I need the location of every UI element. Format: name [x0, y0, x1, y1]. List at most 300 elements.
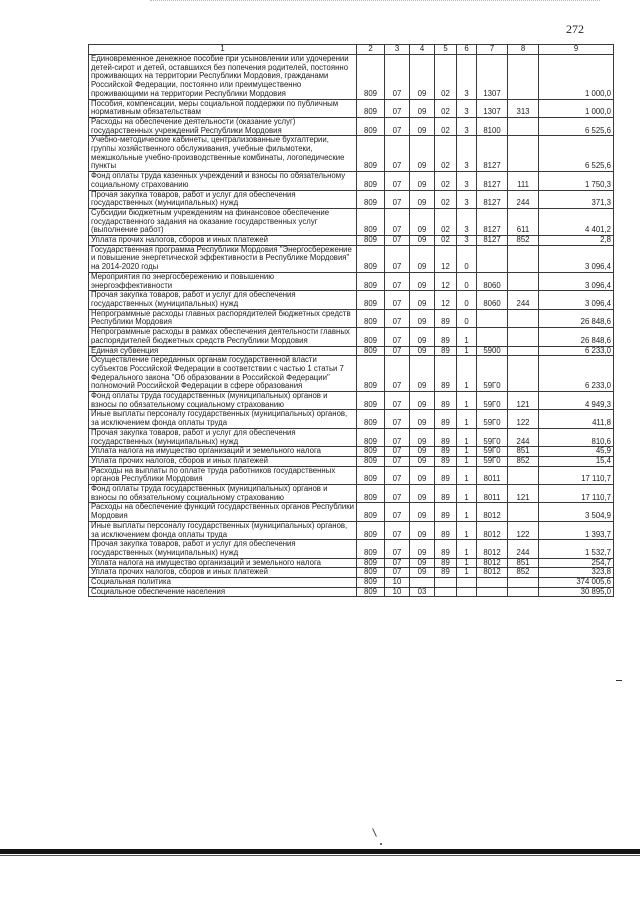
code-subprogram: 1: [457, 540, 477, 558]
code-program: 12: [435, 272, 457, 290]
code-direction: 59Г0: [477, 410, 508, 428]
code-direction: 59Г0: [477, 428, 508, 446]
table-row: [89, 503, 614, 521]
table-row: [89, 291, 614, 309]
code-expense-type: [508, 245, 539, 272]
code-ministry: 809: [357, 540, 385, 558]
code-direction: [477, 309, 508, 327]
table-row: [89, 485, 614, 503]
code-section: 10: [385, 587, 410, 597]
code-section: 07: [385, 136, 410, 172]
code-ministry: 809: [357, 587, 385, 597]
code-section: 07: [385, 245, 410, 272]
code-section: 07: [385, 99, 410, 117]
row-name: Единовременное денежное пособие при усыновлении или удочерении детей-сирот и детей, оставшихся без попечения родителей, постоянно проживающих на территории Республики Мордовия, гражданами Российской Федерации, постоянно или преимущественно проживающими на территории Республики Мордовия: [89, 55, 357, 100]
code-ministry: 809: [357, 558, 385, 568]
code-ministry: 809: [357, 503, 385, 521]
code-subprogram: 1: [457, 346, 477, 356]
code-subprogram: 3: [457, 117, 477, 135]
code-expense-type: 121: [508, 392, 539, 410]
row-name: Социальная политика: [89, 578, 357, 588]
code-ministry: 809: [357, 272, 385, 290]
code-subsection: 09: [410, 208, 435, 235]
amount: 1 393,7: [539, 521, 614, 539]
code-section: 07: [385, 485, 410, 503]
row-name: Прочая закупка товаров, работ и услуг для обеспечения государственных (муниципальных) нужд: [89, 428, 357, 446]
code-subsection: 09: [410, 245, 435, 272]
code-expense-type: [508, 136, 539, 172]
table-row: [89, 428, 614, 446]
amount: 323,8: [539, 568, 614, 578]
amount: 6 525,6: [539, 136, 614, 172]
row-name: Единая субвенция: [89, 346, 357, 356]
code-program: 89: [435, 392, 457, 410]
code-program: 89: [435, 328, 457, 346]
code-subsection: 09: [410, 236, 435, 246]
code-direction: 8012: [477, 540, 508, 558]
amount: 3 096,4: [539, 291, 614, 309]
scan-bottom-edge: [0, 849, 640, 854]
code-section: 07: [385, 117, 410, 135]
row-name: Расходы на обеспечение деятельности (оказание услуг) государственных учреждений Республики Мордовия: [89, 117, 357, 135]
code-expense-type: [508, 578, 539, 588]
table-row: [89, 346, 614, 356]
scan-mark: [380, 843, 382, 845]
code-ministry: 809: [357, 456, 385, 466]
code-section: 07: [385, 456, 410, 466]
table-row: [89, 456, 614, 466]
row-name: Фонд оплаты труда казенных учреждений и взносы по обязательному социальному страхованию: [89, 172, 357, 190]
code-direction: 8100: [477, 117, 508, 135]
code-direction: 8127: [477, 136, 508, 172]
code-direction: 1307: [477, 55, 508, 100]
row-name: Пособия, компенсации, меры социальной поддержки по публичным нормативным обязательствам: [89, 99, 357, 117]
table-row: [89, 558, 614, 568]
code-section: 07: [385, 540, 410, 558]
code-direction: 8012: [477, 568, 508, 578]
table-row: [89, 328, 614, 346]
code-expense-type: 122: [508, 410, 539, 428]
code-section: 07: [385, 447, 410, 457]
table-body: [89, 55, 614, 597]
code-subprogram: 1: [457, 503, 477, 521]
code-subprogram: 1: [457, 447, 477, 457]
code-expense-type: 852: [508, 456, 539, 466]
code-subprogram: 1: [457, 356, 477, 392]
code-program: 89: [435, 568, 457, 578]
code-ministry: 809: [357, 447, 385, 457]
code-direction: 8012: [477, 503, 508, 521]
code-expense-type: 852: [508, 236, 539, 246]
code-direction: 5900: [477, 346, 508, 356]
table-header-row: [89, 45, 614, 55]
code-subprogram: 1: [457, 466, 477, 484]
code-expense-type: [508, 328, 539, 346]
code-section: 07: [385, 503, 410, 521]
code-subprogram: 3: [457, 208, 477, 235]
code-subsection: 09: [410, 485, 435, 503]
code-subprogram: 1: [457, 521, 477, 539]
code-program: 89: [435, 410, 457, 428]
row-name: Непрограммные расходы главных распорядителей бюджетных средств Республики Мордовия: [89, 309, 357, 327]
code-ministry: 809: [357, 117, 385, 135]
code-expense-type: 121: [508, 485, 539, 503]
code-expense-type: [508, 587, 539, 597]
code-subprogram: 3: [457, 236, 477, 246]
amount: 411,8: [539, 410, 614, 428]
code-expense-type: [508, 55, 539, 100]
code-subprogram: 1: [457, 568, 477, 578]
code-direction: 8060: [477, 272, 508, 290]
code-subprogram: 1: [457, 456, 477, 466]
code-expense-type: [508, 503, 539, 521]
code-program: 02: [435, 117, 457, 135]
row-name: Уплата налога на имущество организаций и земельного налога: [89, 558, 357, 568]
code-expense-type: 852: [508, 568, 539, 578]
code-direction: 1307: [477, 99, 508, 117]
code-ministry: 809: [357, 346, 385, 356]
code-expense-type: 244: [508, 190, 539, 208]
table-row: [89, 236, 614, 246]
code-program: [435, 587, 457, 597]
code-ministry: 809: [357, 172, 385, 190]
amount: 254,7: [539, 558, 614, 568]
code-subprogram: 3: [457, 172, 477, 190]
code-section: 07: [385, 410, 410, 428]
code-expense-type: 111: [508, 172, 539, 190]
row-name: Иные выплаты персоналу государственных (муниципальных) органов, за исключением фонда оплаты труда: [89, 410, 357, 428]
code-ministry: 809: [357, 392, 385, 410]
code-program: 02: [435, 136, 457, 172]
code-section: 07: [385, 328, 410, 346]
code-subprogram: 1: [457, 485, 477, 503]
amount: 3 504,9: [539, 503, 614, 521]
code-subprogram: [457, 587, 477, 597]
code-expense-type: 313: [508, 99, 539, 117]
table-row: [89, 356, 614, 392]
amount: 1 532,7: [539, 540, 614, 558]
code-subsection: 09: [410, 291, 435, 309]
code-section: 07: [385, 356, 410, 392]
code-section: 07: [385, 172, 410, 190]
amount: 374 005,6: [539, 578, 614, 588]
table-row: [89, 172, 614, 190]
amount: 2,8: [539, 236, 614, 246]
column-header: 3: [385, 45, 410, 55]
code-section: 07: [385, 190, 410, 208]
code-expense-type: [508, 356, 539, 392]
code-program: 89: [435, 540, 457, 558]
amount: 4 401,2: [539, 208, 614, 235]
code-section: 10: [385, 578, 410, 588]
scan-bottom-line: [0, 855, 640, 856]
code-section: 07: [385, 309, 410, 327]
code-program: 02: [435, 236, 457, 246]
code-program: 12: [435, 245, 457, 272]
row-name: Уплата налога на имущество организаций и земельного налога: [89, 447, 357, 457]
code-direction: 8011: [477, 485, 508, 503]
code-ministry: 809: [357, 309, 385, 327]
code-ministry: 809: [357, 55, 385, 100]
code-subsection: 09: [410, 503, 435, 521]
table-row: [89, 392, 614, 410]
table-row: [89, 136, 614, 172]
column-header: 7: [477, 45, 508, 55]
code-subsection: 09: [410, 309, 435, 327]
code-direction: 8011: [477, 466, 508, 484]
code-section: 07: [385, 55, 410, 100]
column-header: 8: [508, 45, 539, 55]
code-program: 02: [435, 190, 457, 208]
row-name: Фонд оплаты труда государственных (муниципальных) органов и взносы по обязательному социальному страхованию: [89, 392, 357, 410]
table-row: [89, 578, 614, 588]
code-ministry: 809: [357, 485, 385, 503]
scan-mark: [372, 828, 377, 837]
amount: 6 525,6: [539, 117, 614, 135]
table-row: [89, 447, 614, 457]
amount: 810,6: [539, 428, 614, 446]
row-name: Осуществление переданных органам государственной власти субъектов Российской Федерации в соответствии с частью 1 статьи 7 Федерального закона "Об образовании в Российской Федерации" полномочий Российской Федерации в сфере образования: [89, 356, 357, 392]
code-expense-type: 611: [508, 208, 539, 235]
row-name: Уплата прочих налогов, сборов и иных платежей: [89, 568, 357, 578]
code-program: 02: [435, 55, 457, 100]
row-name: Уплата прочих налогов, сборов и иных платежей: [89, 236, 357, 246]
code-ministry: 809: [357, 208, 385, 235]
code-ministry: 809: [357, 291, 385, 309]
code-expense-type: 244: [508, 291, 539, 309]
table-row: [89, 55, 614, 100]
code-expense-type: 244: [508, 540, 539, 558]
code-program: 89: [435, 356, 457, 392]
code-program: 89: [435, 456, 457, 466]
code-section: 07: [385, 568, 410, 578]
table-row: [89, 466, 614, 484]
code-subsection: 09: [410, 540, 435, 558]
table-row: [89, 190, 614, 208]
code-subprogram: 0: [457, 272, 477, 290]
code-ministry: 809: [357, 236, 385, 246]
amount: 15,4: [539, 456, 614, 466]
column-header: 6: [457, 45, 477, 55]
code-subprogram: [457, 578, 477, 588]
code-subsection: 09: [410, 328, 435, 346]
amount: 26 848,6: [539, 309, 614, 327]
table-row: [89, 208, 614, 235]
code-direction: 59Г0: [477, 447, 508, 457]
code-subsection: 09: [410, 346, 435, 356]
code-subprogram: 3: [457, 55, 477, 100]
row-name: Расходы на обеспечение функций государственных органов Республики Мордовия: [89, 503, 357, 521]
code-program: 89: [435, 558, 457, 568]
column-header: 1: [89, 45, 357, 55]
column-header: 9: [539, 45, 614, 55]
amount: 26 848,6: [539, 328, 614, 346]
code-subprogram: 1: [457, 410, 477, 428]
table-row: [89, 540, 614, 558]
code-program: 02: [435, 208, 457, 235]
row-name: Фонд оплаты труда государственных (муниципальных) органов и взносы по обязательному социальному страхованию: [89, 485, 357, 503]
code-subsection: 09: [410, 466, 435, 484]
code-ministry: 809: [357, 136, 385, 172]
code-direction: [477, 245, 508, 272]
row-name: Иные выплаты персоналу государственных (муниципальных) органов, за исключением фонда оплаты труда: [89, 521, 357, 539]
amount: 45,9: [539, 447, 614, 457]
code-subsection: 09: [410, 568, 435, 578]
code-subsection: 03: [410, 587, 435, 597]
code-subsection: 09: [410, 272, 435, 290]
code-direction: 8127: [477, 208, 508, 235]
code-ministry: 809: [357, 521, 385, 539]
code-expense-type: 244: [508, 428, 539, 446]
code-subsection: 09: [410, 99, 435, 117]
amount: 1 000,0: [539, 55, 614, 100]
code-direction: 59Г0: [477, 392, 508, 410]
code-ministry: 809: [357, 466, 385, 484]
code-expense-type: [508, 117, 539, 135]
row-name: Социальное обеспечение населения: [89, 587, 357, 597]
code-ministry: 809: [357, 328, 385, 346]
code-section: 07: [385, 346, 410, 356]
code-program: 89: [435, 428, 457, 446]
row-name: Прочая закупка товаров, работ и услуг для обеспечения государственных (муниципальных) нужд: [89, 291, 357, 309]
row-name: Субсидии бюджетным учреждениям на финансовое обеспечение государственного задания на оказание государственных услуг (выполнение работ): [89, 208, 357, 235]
amount: 3 096,4: [539, 245, 614, 272]
code-expense-type: [508, 346, 539, 356]
amount: 6 233,0: [539, 356, 614, 392]
code-subsection: 09: [410, 447, 435, 457]
code-subsection: 09: [410, 456, 435, 466]
code-program: 02: [435, 172, 457, 190]
code-section: 07: [385, 521, 410, 539]
code-program: 12: [435, 291, 457, 309]
table-row: [89, 587, 614, 597]
amount: 30 895,0: [539, 587, 614, 597]
code-direction: [477, 328, 508, 346]
code-direction: [477, 587, 508, 597]
code-ministry: 809: [357, 99, 385, 117]
code-subsection: 09: [410, 410, 435, 428]
code-direction: [477, 578, 508, 588]
code-section: 07: [385, 428, 410, 446]
code-expense-type: [508, 272, 539, 290]
code-ministry: 809: [357, 568, 385, 578]
row-name: Уплата прочих налогов, сборов и иных платежей: [89, 456, 357, 466]
table-row: [89, 568, 614, 578]
code-subsection: 09: [410, 392, 435, 410]
code-ministry: 809: [357, 410, 385, 428]
code-direction: 8012: [477, 521, 508, 539]
code-expense-type: [508, 466, 539, 484]
code-subprogram: 3: [457, 136, 477, 172]
code-section: 07: [385, 291, 410, 309]
code-subprogram: 0: [457, 245, 477, 272]
scan-top-edge: [150, 0, 600, 7]
row-name: Учебно-методические кабинеты, централизованные бухгалтерии, группы хозяйственного обслуживания, учебные фильмотеки, межшкольные учебно-производственные комбинаты, логопедические пункты: [89, 136, 357, 172]
code-expense-type: 122: [508, 521, 539, 539]
code-subsection: 09: [410, 55, 435, 100]
table-row: [89, 272, 614, 290]
code-program: 89: [435, 521, 457, 539]
table-row: [89, 245, 614, 272]
code-ministry: 809: [357, 190, 385, 208]
column-header: 2: [357, 45, 385, 55]
code-program: 89: [435, 485, 457, 503]
code-subsection: 09: [410, 117, 435, 135]
code-subprogram: 1: [457, 428, 477, 446]
code-subprogram: 3: [457, 190, 477, 208]
code-subprogram: 3: [457, 99, 477, 117]
code-program: [435, 578, 457, 588]
code-subprogram: 0: [457, 309, 477, 327]
row-name: Мероприятия по энергосбережению и повышению энергоэффективности: [89, 272, 357, 290]
scan-mark: [616, 680, 622, 681]
code-subsection: 09: [410, 172, 435, 190]
table-row: [89, 521, 614, 539]
code-program: 02: [435, 99, 457, 117]
page-number: 272: [566, 22, 584, 36]
code-expense-type: 851: [508, 558, 539, 568]
code-ministry: 809: [357, 578, 385, 588]
row-name: Прочая закупка товаров, работ и услуг для обеспечения государственных (муниципальных) нужд: [89, 190, 357, 208]
amount: 371,3: [539, 190, 614, 208]
table-row: [89, 99, 614, 117]
amount: 3 096,4: [539, 272, 614, 290]
code-section: 07: [385, 236, 410, 246]
row-name: Расходы на выплаты по оплате труда работников государственных органов Республики Мордовия: [89, 466, 357, 484]
code-subprogram: 1: [457, 392, 477, 410]
code-expense-type: 851: [508, 447, 539, 457]
code-section: 07: [385, 272, 410, 290]
code-subsection: 09: [410, 558, 435, 568]
code-direction: 8127: [477, 236, 508, 246]
amount: 1 750,3: [539, 172, 614, 190]
code-section: 07: [385, 466, 410, 484]
amount: 6 233,0: [539, 346, 614, 356]
code-subsection: 09: [410, 428, 435, 446]
code-subsection: 09: [410, 136, 435, 172]
code-subsection: 09: [410, 521, 435, 539]
amount: 1 000,0: [539, 99, 614, 117]
code-program: 89: [435, 503, 457, 521]
code-ministry: 809: [357, 245, 385, 272]
code-subsection: 09: [410, 356, 435, 392]
code-subprogram: 0: [457, 291, 477, 309]
row-name: Прочая закупка товаров, работ и услуг для обеспечения государственных (муниципальных) нужд: [89, 540, 357, 558]
code-section: 07: [385, 208, 410, 235]
code-program: 89: [435, 346, 457, 356]
code-direction: 8060: [477, 291, 508, 309]
amount: 17 110,7: [539, 466, 614, 484]
code-direction: 59Г0: [477, 456, 508, 466]
code-subprogram: 1: [457, 328, 477, 346]
column-header: 4: [410, 45, 435, 55]
code-section: 07: [385, 558, 410, 568]
column-header: 5: [435, 45, 457, 55]
code-ministry: 809: [357, 428, 385, 446]
code-ministry: 809: [357, 356, 385, 392]
code-direction: 8127: [477, 190, 508, 208]
code-subprogram: 1: [457, 558, 477, 568]
code-section: 07: [385, 392, 410, 410]
code-program: 89: [435, 466, 457, 484]
table-row: [89, 309, 614, 327]
code-subsection: [410, 578, 435, 588]
code-direction: 8127: [477, 172, 508, 190]
table-row: [89, 410, 614, 428]
table-row: [89, 117, 614, 135]
amount: 4 949,3: [539, 392, 614, 410]
row-name: Непрограммные расходы в рамках обеспечения деятельности главных распорядителей бюджетных средств Республики Мордовия: [89, 328, 357, 346]
